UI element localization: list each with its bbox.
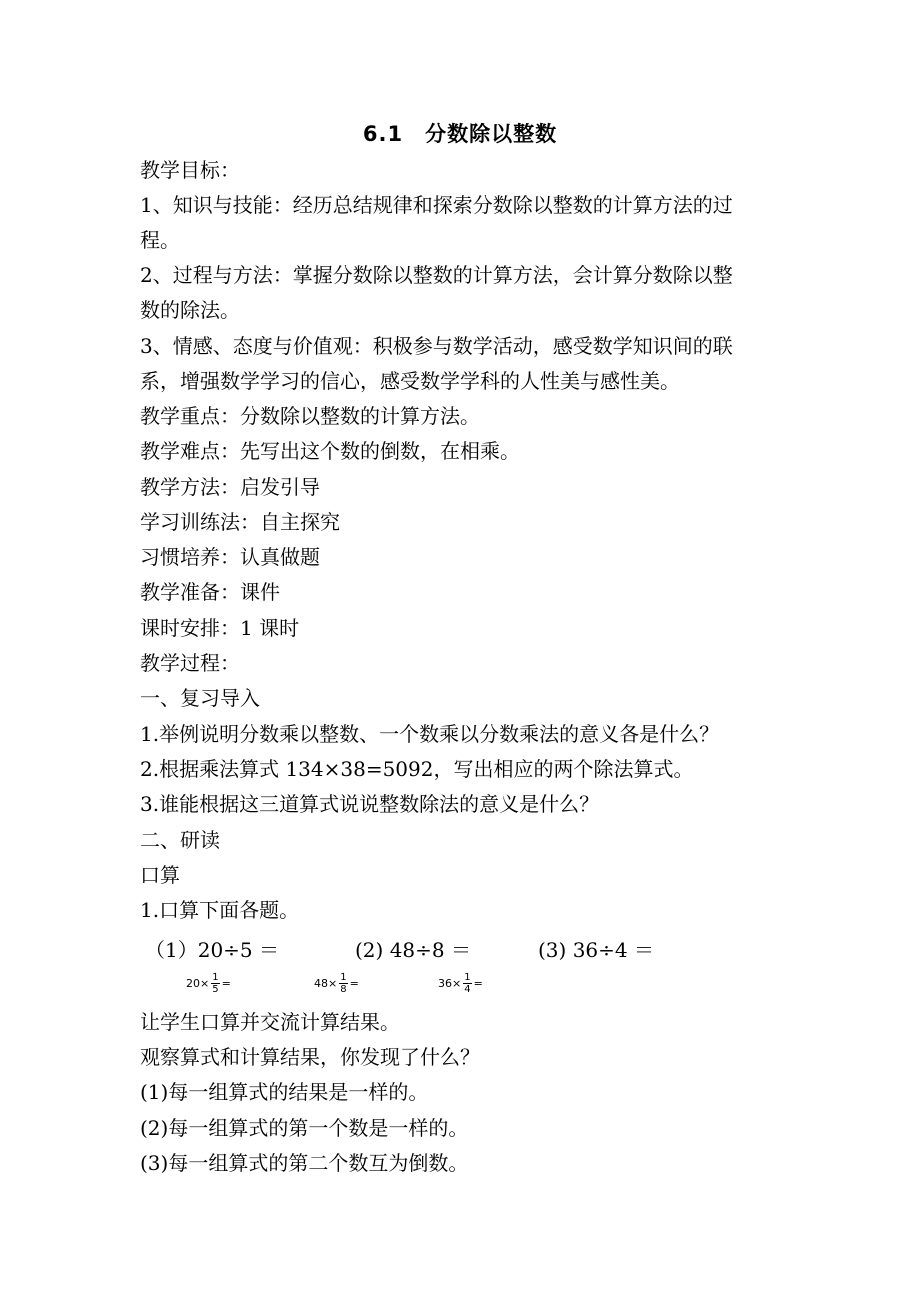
text-line: 教学目标： <box>140 158 240 182</box>
text-line: (3)每一组算式的第二个数互为倒数。 <box>140 1151 469 1175</box>
page-title: 6.1 分数除以整数 <box>362 122 558 146</box>
mult-left: 20× <box>186 976 210 990</box>
text-line: 程。 <box>140 228 180 252</box>
text-line: 口算 <box>140 863 180 887</box>
multiplication-equation <box>186 968 231 998</box>
mult-left: 36× <box>438 976 462 990</box>
text-line: 教学准备：课件 <box>140 580 280 604</box>
fraction <box>463 972 471 995</box>
text-line: 学习训练法：自主探究 <box>140 510 340 534</box>
text-line: 1、知识与技能：经历总结规律和探索分数除以整数的计算方法的过 <box>140 193 733 217</box>
section-heading: 一、复习导入 <box>140 686 260 710</box>
fraction-denominator: 5 <box>212 983 219 995</box>
text-line: 让学生口算并交流计算结果。 <box>140 1010 400 1034</box>
section-heading: 二、研读 <box>140 828 220 852</box>
multiplication-equation <box>314 968 359 998</box>
division-equation: （1）20÷5 ＝ <box>145 938 280 962</box>
text-line: 课时安排：1 课时 <box>140 616 300 640</box>
mult-right: = <box>349 976 359 990</box>
text-line: 1.口算下面各题。 <box>140 898 300 922</box>
text-line: 教学难点：先写出这个数的倒数，在相乘。 <box>140 439 520 463</box>
fraction-denominator: 4 <box>464 983 471 995</box>
text-line: 数的除法。 <box>140 298 240 322</box>
division-equation: (2) 48÷8 ＝ <box>355 938 471 962</box>
fraction-numerator: 1 <box>464 971 471 983</box>
text-line: 2.根据乘法算式 134×38=5092，写出相应的两个除法算式。 <box>140 757 694 781</box>
text-line: 1.举例说明分数乘以整数、一个数乘以分数乘法的意义各是什么？ <box>140 722 720 746</box>
multiplication-equation <box>438 968 483 998</box>
fraction <box>211 972 219 995</box>
mult-left: 48× <box>314 976 338 990</box>
text-line: (1)每一组算式的结果是一样的。 <box>140 1080 429 1104</box>
text-line: (2)每一组算式的第一个数是一样的。 <box>140 1116 469 1140</box>
text-line: 2、过程与方法：掌握分数除以整数的计算方法，会计算分数除以整 <box>140 263 733 287</box>
fraction-denominator: 8 <box>340 983 347 995</box>
text-line: 教学过程： <box>140 651 240 675</box>
fraction-numerator: 1 <box>340 971 347 983</box>
text-line: 习惯培养：认真做题 <box>140 545 320 569</box>
mult-right: = <box>221 976 231 990</box>
text-line: 教学重点：分数除以整数的计算方法。 <box>140 404 480 428</box>
division-equation: (3) 36÷4 ＝ <box>538 938 654 962</box>
text-line: 3、情感、态度与价值观：积极参与数学活动，感受数学知识间的联 <box>140 334 733 358</box>
fraction <box>339 972 347 995</box>
text-line: 观察算式和计算结果，你发现了什么？ <box>140 1045 480 1069</box>
text-line: 3.谁能根据这三道算式说说整数除法的意义是什么？ <box>140 792 600 816</box>
text-line: 系，增强数学学习的信心，感受数学学科的人性美与感性美。 <box>140 369 680 393</box>
text-line: 教学方法：启发引导 <box>140 475 320 499</box>
fraction-numerator: 1 <box>212 971 219 983</box>
mult-right: = <box>473 976 483 990</box>
